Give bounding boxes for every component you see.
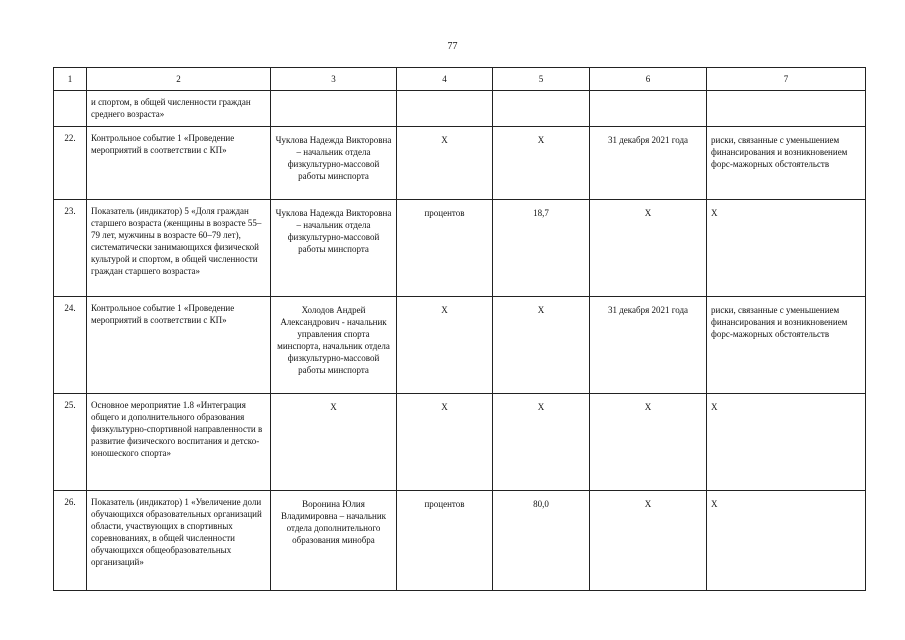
- row-number-cell: 24.: [54, 297, 87, 394]
- deadline-cell: Х: [590, 394, 707, 491]
- risks-cell: риски, связанные с уменьшением финансирования и возникновением форс-мажорных обстоятельств: [707, 297, 866, 394]
- row-number-cell: 26.: [54, 491, 87, 591]
- responsible-cell: Воронина Юлия Владимировна – начальник отдела дополнительного образования минобра: [271, 491, 397, 591]
- description-cell: Показатель (индикатор) 5 «Доля граждан старшего возраста (женщины в возрасте 55–79 лет, мужчины в возрасте 60–79 лет), систематически занимающихся физической культурой и спортом, в общей численности граждан старшего возраста»: [87, 200, 271, 297]
- table-row: [54, 297, 866, 394]
- deadline-cell: [590, 91, 707, 127]
- unit-cell: Х: [397, 127, 493, 200]
- table-row: [54, 91, 866, 127]
- description-cell: Показатель (индикатор) 1 «Увеличение доли обучающихся образовательных организаций области, участвующих в спортивных соревнованиях, в общей численности обучающихся общеобразовательных организаций»: [87, 491, 271, 591]
- table-row: [54, 394, 866, 491]
- unit-cell: Х: [397, 297, 493, 394]
- header-cell: 3: [271, 68, 397, 91]
- header-cell: 2: [87, 68, 271, 91]
- responsible-cell: Х: [271, 394, 397, 491]
- value-cell: 18,7: [493, 200, 590, 297]
- description-cell: Контрольное событие 1 «Проведение мероприятий в соответствии с КП»: [87, 127, 271, 200]
- description-cell: и спортом, в общей численности граждан среднего возраста»: [87, 91, 271, 127]
- page-number: 77: [447, 41, 458, 52]
- unit-cell: [397, 91, 493, 127]
- row-number-cell: [54, 91, 87, 127]
- unit-cell: Х: [397, 394, 493, 491]
- deadline-cell: Х: [590, 200, 707, 297]
- value-cell: Х: [493, 297, 590, 394]
- deadline-cell: Х: [590, 491, 707, 591]
- risks-cell: Х: [707, 394, 866, 491]
- header-cell: 6: [590, 68, 707, 91]
- row-number-cell: 23.: [54, 200, 87, 297]
- description-cell: Основное мероприятие 1.8 «Интеграция общего и дополнительного образования физкультурно-спортивной направленности в развитие физического воспитания и детско-юношеского спорта»: [87, 394, 271, 491]
- responsible-cell: Чуклова Надежда Викторовна – начальник отдела физкультурно-массовой работы минспорта: [271, 200, 397, 297]
- table-row: [54, 200, 866, 297]
- data-table: [53, 67, 866, 591]
- description-cell: Контрольное событие 1 «Проведение мероприятий в соответствии с КП»: [87, 297, 271, 394]
- table-row: [54, 491, 866, 591]
- risks-cell: Х: [707, 491, 866, 591]
- responsible-cell: Чуклова Надежда Викторовна – начальник отдела физкультурно-массовой работы минспорта: [271, 127, 397, 200]
- row-number-cell: 25.: [54, 394, 87, 491]
- risks-cell: Х: [707, 200, 866, 297]
- unit-cell: процентов: [397, 491, 493, 591]
- unit-cell: процентов: [397, 200, 493, 297]
- header-cell: 5: [493, 68, 590, 91]
- table-row: [54, 127, 866, 200]
- risks-cell: [707, 91, 866, 127]
- value-cell: [493, 91, 590, 127]
- value-cell: Х: [493, 127, 590, 200]
- table-header-row: [54, 68, 866, 91]
- value-cell: Х: [493, 394, 590, 491]
- header-cell: 7: [707, 68, 866, 91]
- deadline-cell: 31 декабря 2021 года: [590, 297, 707, 394]
- responsible-cell: Холодов Андрей Александрович - начальник управления спорта минспорта, начальник отдела физкультурно-массовой работы минспорта: [271, 297, 397, 394]
- header-cell: 1: [54, 68, 87, 91]
- value-cell: 80,0: [493, 491, 590, 591]
- deadline-cell: 31 декабря 2021 года: [590, 127, 707, 200]
- row-number-cell: 22.: [54, 127, 87, 200]
- responsible-cell: [271, 91, 397, 127]
- header-cell: 4: [397, 68, 493, 91]
- risks-cell: риски, связанные с уменьшением финансирования и возникновением форс-мажорных обстоятельств: [707, 127, 866, 200]
